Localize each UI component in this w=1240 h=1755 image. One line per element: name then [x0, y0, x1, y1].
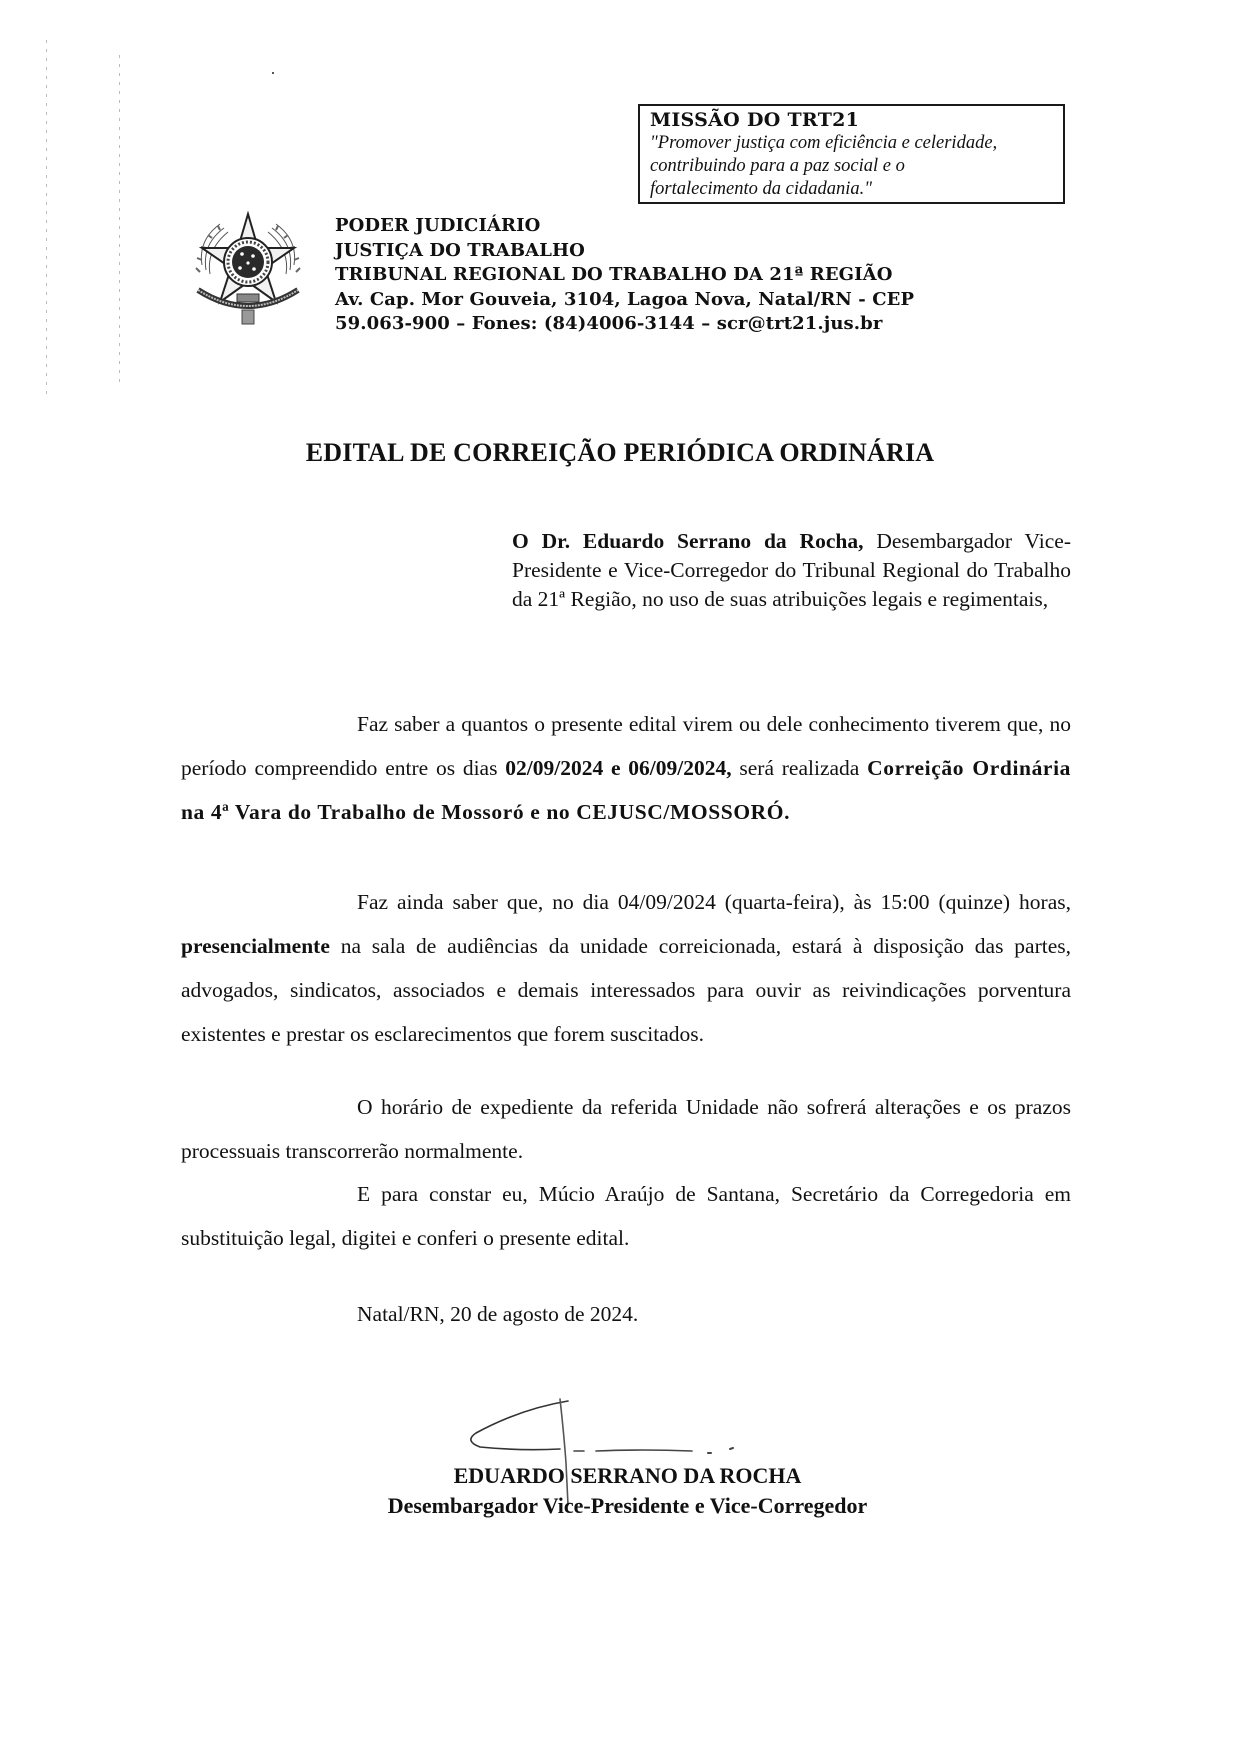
document-title: EDITAL DE CORREIÇÃO PERIÓDICA ORDINÁRIA: [305, 438, 935, 467]
paragraph-1: [181, 702, 1071, 834]
mission-title: MISSÃO DO TRT21: [650, 109, 860, 131]
institution-header: [335, 214, 914, 337]
scan-artifact-line: [119, 55, 120, 385]
signatory-name: EDUARDO SERRANO DA ROCHA: [453, 1463, 802, 1488]
mission-line: contribuindo para a paz social e o: [650, 156, 905, 176]
mission-box: [638, 104, 1065, 204]
paragraph-3-text: O horário de expediente da referida Unidade não sofrerá alterações e os prazos processuais transcorrerão normalmente.: [181, 1095, 1071, 1163]
paragraph-2-text-b: na sala de audiências da unidade correicionada, estará à disposição das partes, advogados, sindicatos, associados e demais interessados para ouvir as reivindicações porventura existentes e prestar os esclarecimentos que forem suscitados.: [181, 934, 1071, 1046]
mission-line: "Promover justiça com eficiência e celeridade,: [650, 133, 998, 153]
intro-text: Desembargador Vice-Presidente e Vice-Corregedor do Tribunal Regional do Trabalho da 21ª Região, no uso de suas atribuições legais e regimentais,: [512, 529, 1071, 611]
header-line-poder: PODER JUDICIÁRIO: [335, 215, 541, 236]
paragraph-4-text: E para constar eu, Múcio Araújo de Santana, Secretário da Corregedoria em substituição legal, digitei e conferi o presente edital.: [181, 1182, 1071, 1250]
paragraph-3: [181, 1085, 1071, 1173]
header-line-tribunal: TRIBUNAL REGIONAL DO TRABALHO DA 21ª REGIÃO: [335, 264, 893, 285]
paragraph-2-bold: presencialmente: [181, 934, 330, 958]
paragraph-1-unit: Correição Ordinária na 4ª Vara do Trabalho de Mossoró e no CEJUSC/MOSSORÓ.: [181, 756, 1072, 824]
paragraph-4: [181, 1172, 1071, 1260]
intro-paragraph: [512, 527, 1071, 614]
paragraph-2: [181, 880, 1071, 1056]
signatory-role: Desembargador Vice-Presidente e Vice-Corregedor: [387, 1493, 868, 1518]
paragraph-1-dates: 02/09/2024 e 06/09/2024,: [505, 756, 732, 780]
document-date: Natal/RN, 20 de agosto de 2024.: [357, 1302, 639, 1326]
header-line-contact: 59.063-900 – Fones: (84)4006-3144 – scr@trt21.jus.br: [335, 313, 883, 334]
header-line-address: Av. Cap. Mor Gouveia, 3104, Lagoa Nova, Natal/RN - CEP: [335, 288, 915, 310]
intro-bold: O Dr. Eduardo Serrano da Rocha,: [512, 529, 864, 553]
brazil-coat-of-arms-icon: [192, 210, 304, 328]
header-line-justica: JUSTIÇA DO TRABALHO: [335, 239, 585, 261]
scan-artifact-line: [46, 40, 47, 400]
paragraph-1-text-b: será realizada: [731, 756, 868, 780]
mission-line: fortalecimento da cidadania.": [650, 179, 873, 199]
paragraph-1-text-a: Faz saber a quantos o presente edital virem ou dele conhecimento tiverem que, no período compreendido entre os dias: [181, 712, 1071, 780]
paragraph-2-text-a: Faz ainda saber que, no dia 04/09/2024 (quarta-feira), às 15:00 (quinze) horas,: [357, 890, 1071, 914]
scan-artifact-dot: [272, 72, 274, 74]
